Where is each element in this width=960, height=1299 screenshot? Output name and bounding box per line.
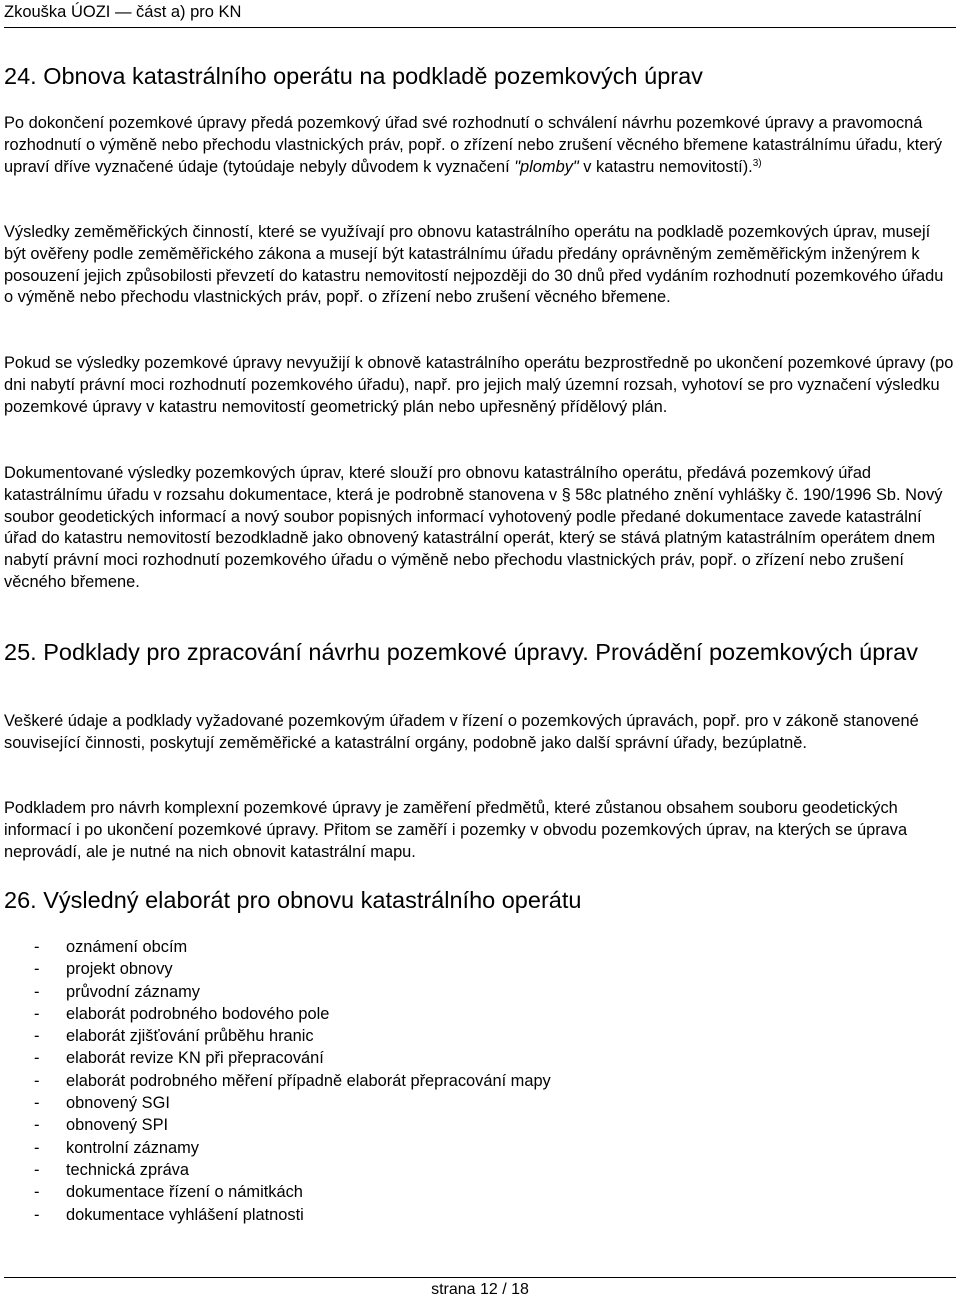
list-item-text: elaborát podrobného bodového pole	[66, 1004, 330, 1023]
list-item	[4, 1114, 551, 1136]
section-26-heading: 26. Výsledný elaborát pro obnovu katastrálního operátu	[4, 887, 582, 913]
list-item-text: elaborát zjišťování průběhu hranic	[66, 1027, 314, 1046]
elaborate-list	[4, 936, 551, 1226]
footnote-ref: 3)	[752, 157, 762, 169]
section-25-paragraph-2: Podkladem pro návrh komplexní pozemkové úpravy je zaměření předmětů, které zůstanou obsahem souboru geodetických informací i po ukončení pozemkové úpravy. Přitom se zaměří i pozemky v obvodu pozemkových úprav, na kterých se úprava neprovádí, ale je nutné na nich obnovit katastrální mapu.	[4, 799, 908, 861]
list-bullet: -	[34, 1183, 40, 1202]
list-bullet: -	[34, 1116, 40, 1135]
plomby-term: "plomby"	[514, 157, 579, 176]
page-number: strana 12 / 18	[431, 1281, 529, 1298]
list-item	[4, 1003, 551, 1025]
list-item	[4, 936, 551, 958]
list-item	[4, 958, 551, 980]
header-divider	[4, 27, 956, 28]
list-bullet: -	[34, 1027, 40, 1046]
list-item-text: technická zpráva	[66, 1160, 189, 1179]
list-item-text: kontrolní záznamy	[66, 1138, 200, 1157]
list-item	[4, 1137, 551, 1159]
list-item-text: průvodní záznamy	[66, 982, 200, 1001]
section-24-heading: 24. Obnova katastrálního operátu na podkladě pozemkových úprav	[4, 63, 703, 89]
list-item-text: projekt obnovy	[66, 960, 173, 979]
section-24-paragraph-2: Výsledky zeměměřických činností, které se využívají pro obnovu katastrálního operátu na podkladě pozemkových úprav, musejí být ověřeny podle zeměměřického zákona a musejí být katastrálnímu úřadu předány oprávněným zeměměřickým inženýrem k posouzení jejich způsobilosti převzetí do katastru nemovitostí nejpozději do 30 dnů před vydáním rozhodnutí pozemkového úřadu o výměně nebo přechodu vlastnických práv, popř. o zřízení nebo zrušení věcného břemene.	[4, 223, 944, 307]
list-item-text: dokumentace vyhlášení platnosti	[66, 1205, 304, 1224]
list-bullet: -	[34, 960, 40, 979]
list-item-text: obnovený SGI	[66, 1094, 170, 1113]
list-item-text: obnovený SPI	[66, 1116, 169, 1135]
list-bullet: -	[34, 1160, 40, 1179]
list-bullet: -	[34, 982, 40, 1001]
list-item	[4, 981, 551, 1003]
document-header: Zkouška ÚOZI — část a) pro KN	[4, 3, 242, 21]
paragraph-text: Po dokončení pozemkové úpravy předá pozemkový úřad své rozhodnutí o schválení návrhu pozemkové úpravy a pravomocná rozhodnutí o výměně nebo přechodu vlastnických práv, popř. o zřízení nebo zrušení věcného břemene katastrálnímu úřadu, který upraví dříve vyznačené údaje (tytoúdaje nebyly důvodem k vyznačení	[4, 114, 943, 176]
list-item	[4, 1092, 551, 1114]
list-bullet: -	[34, 1094, 40, 1113]
list-item	[4, 1070, 551, 1092]
paragraph-tail: v katastru nemovitostí).	[578, 157, 753, 176]
list-item	[4, 1181, 551, 1203]
list-item	[4, 1047, 551, 1069]
list-bullet: -	[34, 1049, 40, 1068]
section-24-paragraph-1	[4, 113, 954, 178]
footer-divider	[4, 1277, 956, 1278]
list-item-text: dokumentace řízení o námitkách	[66, 1183, 303, 1202]
list-bullet: -	[34, 1004, 40, 1023]
list-bullet: -	[34, 1071, 40, 1090]
list-item	[4, 1204, 551, 1226]
section-24-paragraph-4: Dokumentované výsledky pozemkových úprav, které slouží pro obnovu katastrálního operátu, předává pozemkový úřad katastrálnímu úřadu v rozsahu dokumentace, která je podrobně stanovena v § 58c platného znění vyhlášky č. 190/1996 Sb. Nový soubor geodetických informací a nový soubor popisných informací vyhotovený podle předané dokumentace zavede katastrální úřad do katastru nemovitostí bezodkladně jako obnovený katastrální operát, který se stává platným katastrálním operátem dnem nabytí právní moci rozhodnutí pozemkového úřadu o výměně nebo přechodu vlastnických práv, popř. o zřízení nebo zrušení věcného břemene.	[4, 464, 943, 591]
list-item-text: elaborát podrobného měření případně elaborát přepracování mapy	[66, 1071, 551, 1090]
list-bullet: -	[34, 1138, 40, 1157]
list-item-text: oznámení obcím	[66, 938, 188, 956]
list-bullet: -	[34, 938, 40, 956]
list-item	[4, 1159, 551, 1181]
section-25-paragraph-1: Veškeré údaje a podklady vyžadované pozemkovým úřadem v řízení o pozemkových úpravách, popř. pro v zákoně stanovené související činnosti, poskytují zeměměřické a katastrální orgány, podobně jako další správní úřady, bezúplatně.	[4, 712, 919, 752]
section-25-heading: 25. Podklady pro zpracování návrhu pozemkové úpravy. Provádění pozemkových úprav	[4, 639, 918, 665]
section-24-paragraph-3: Pokud se výsledky pozemkové úpravy nevyužijí k obnově katastrálního operátu bezprostředně po ukončení pozemkové úpravy (po dni nabytí právní moci rozhodnutí pozemkového úřadu), např. pro jejich malý územní rozsah, vyhotoví se pro vyznačení výsledku pozemkové úpravy v katastru nemovitostí geometrický plán nebo upřesněný přídělový plán.	[4, 354, 954, 416]
list-item	[4, 1025, 551, 1047]
list-item-text: elaborát revize KN při přepracování	[66, 1049, 324, 1068]
list-bullet: -	[34, 1205, 40, 1224]
